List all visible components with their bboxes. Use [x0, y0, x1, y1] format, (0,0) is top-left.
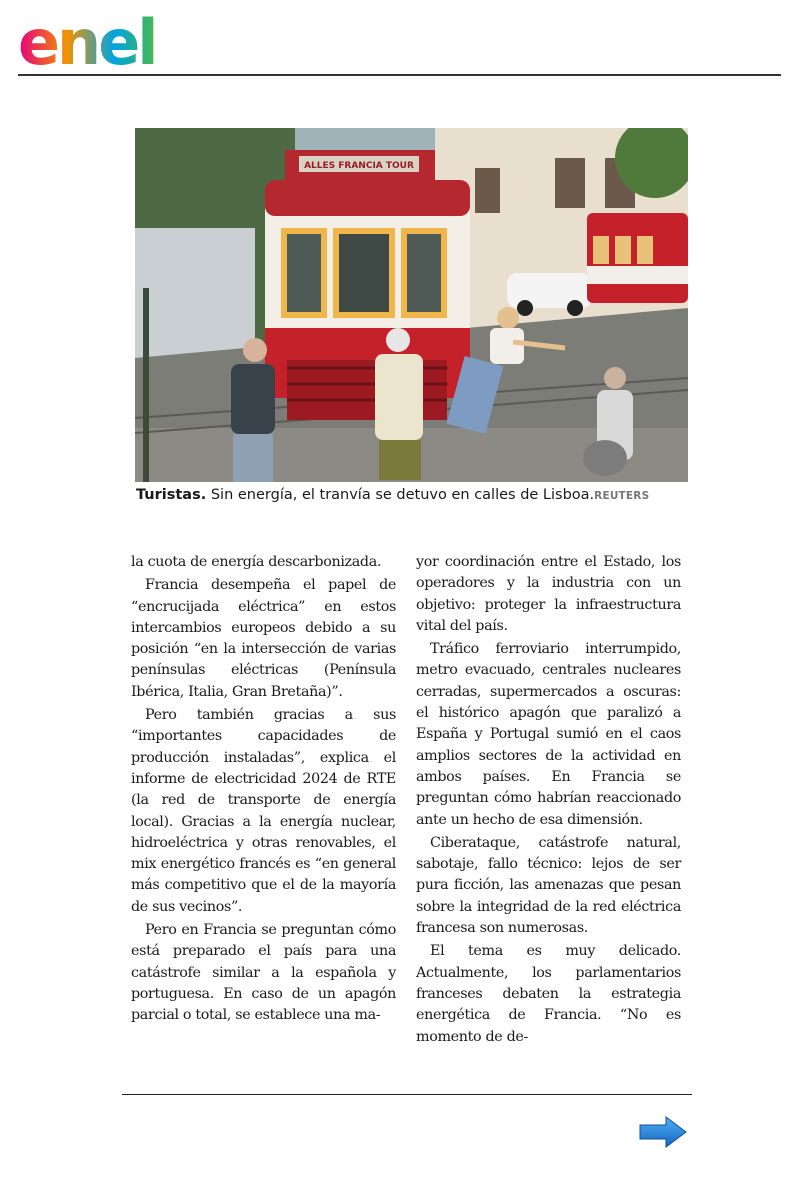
article-column-left [131, 552, 396, 1029]
arrow-right-icon[interactable] [638, 1115, 688, 1149]
paragraph: yor coordinación entre el Estado, los operadores y la industria con un objetivo: proteger la infraestructura vital del país. [416, 554, 681, 634]
svg-text:enel: enel [18, 8, 156, 68]
enel-logo [18, 8, 168, 68]
caption-lead: Turistas. [136, 487, 207, 503]
svg-text:ALLES FRANCIA TOUR: ALLES FRANCIA TOUR [304, 161, 414, 171]
paragraph: El tema es muy delicado. Actualmente, los parlamentarios franceses debaten la estrategia energética de Francia. “No es momento de de- [416, 943, 681, 1045]
tram-photo [135, 128, 688, 482]
footer-divider [122, 1094, 692, 1095]
paragraph: Ciberataque, catástrofe natural, sabotaje, fallo técnico: lejos de ser pura ficción, las amenazas que pesan sobre la integridad de la red eléctrica francesa son numerosas. [416, 834, 681, 937]
header-divider [18, 74, 781, 76]
paragraph: Francia desempeña el papel de “encrucijada eléctrica” en estos intercambios europeos debido a su posición “en la intersección de varias penínsulas eléctricas (Península Ibérica, Italia, Gran Bretaña)”. [131, 577, 396, 700]
paragraph: Pero también gracias a sus “importantes capacidades de producción instaladas”, explica el informe de electricidad 2024 de RTE (la red de transporte de energía local). Gracias a la energía nuclear, hidroeléctrica y otras renovables, el mix energético francés es “en general más competitivo que el de la mayoría de sus vecinos”. [131, 707, 396, 915]
caption-text: Sin energía, el tranvía se detuvo en calles de Lisboa. [206, 487, 595, 503]
paragraph: la cuota de energía descarbonizada. [131, 554, 382, 570]
paragraph: Pero en Francia se preguntan cómo está preparado el país para una catástrofe similar a la española y portuguesa. En caso de un apagón parcial o total, se establece una ma- [131, 922, 396, 1024]
photo-credit: REUTERS [594, 490, 650, 502]
article-column-right [416, 552, 681, 1050]
paragraph: Tráfico ferroviario interrumpido, metro evacuado, centrales nucleares cerradas, supermercados a oscuras: el histórico apagón que paralizó a España y Portugal sumió en el caos amplios sectores de la actividad en ambos países. En Francia se preguntan cómo habrían reaccionado ante un hecho de esa dimensión. [416, 641, 681, 828]
photo-caption [136, 487, 696, 503]
